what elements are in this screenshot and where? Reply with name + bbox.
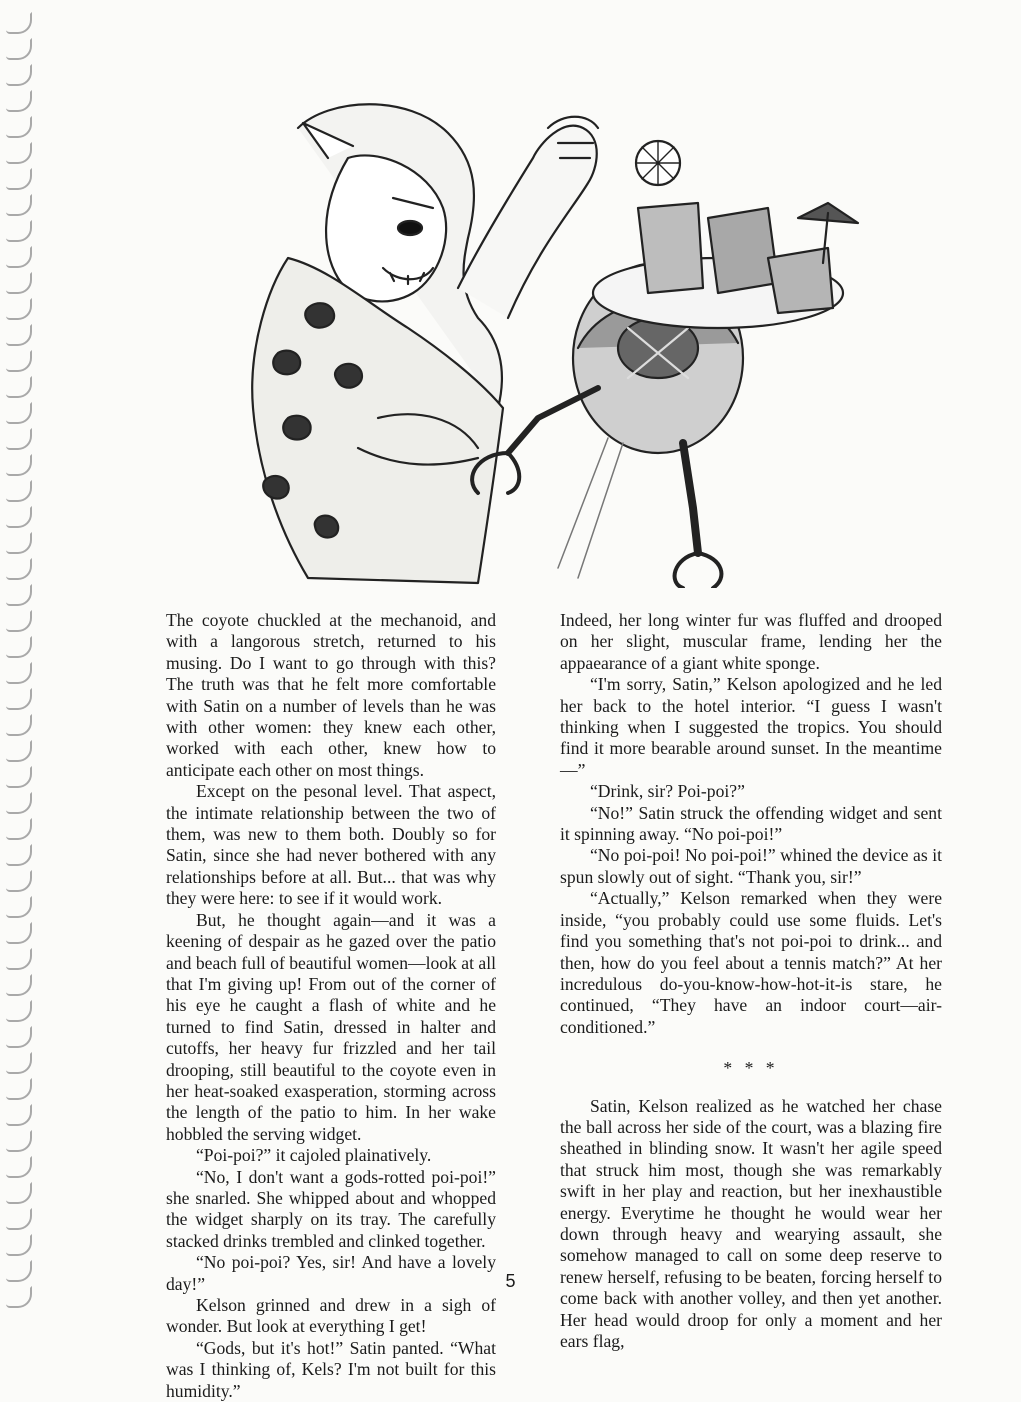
binding-hole-icon xyxy=(6,376,32,398)
binding-hole-icon xyxy=(6,480,32,502)
binding-hole-icon xyxy=(6,610,32,632)
binding-hole-icon xyxy=(6,922,32,944)
binding-hole-icon xyxy=(6,220,32,242)
paragraph: Indeed, her long winter fur was fluffed and drooped on her slight, muscular frame, lending her the appaearance of a giant white sponge. xyxy=(560,610,942,673)
binding-hole-icon xyxy=(6,350,32,372)
binding-hole-icon xyxy=(6,1156,32,1178)
page-number: 5 xyxy=(505,1271,516,1291)
paragraph: “Gods, but it's hot!” Satin panted. “What was I thinking of, Kels? I'm not built for this humidity.” xyxy=(166,1337,496,1401)
binding-hole-icon xyxy=(6,454,32,476)
binding-hole-icon xyxy=(6,246,32,268)
illustration-leopard-and-widget xyxy=(178,88,878,588)
binding-hole-icon xyxy=(6,1052,32,1074)
binding-hole-icon xyxy=(6,194,32,216)
paragraph: “No poi-poi? Yes, sir! And have a lovely day!” xyxy=(166,1252,496,1294)
binding-hole-icon xyxy=(6,1130,32,1152)
binding-hole-icon xyxy=(6,662,32,684)
binding-hole-icon xyxy=(6,974,32,996)
scene-break: * * * xyxy=(723,1058,779,1079)
binding-hole-icon xyxy=(6,1104,32,1126)
binding-hole-icon xyxy=(6,636,32,658)
binding-hole-icon xyxy=(6,38,32,60)
binding-hole-icon xyxy=(6,272,32,294)
binding-hole-icon xyxy=(6,714,32,736)
binding-hole-icon xyxy=(6,740,32,762)
spiral-binding xyxy=(0,0,60,1314)
binding-hole-icon xyxy=(6,558,32,580)
paragraph: “Drink, sir? Poi-poi?” xyxy=(590,781,745,802)
right-text-column xyxy=(560,610,942,1352)
binding-hole-icon xyxy=(6,116,32,138)
binding-hole-icon xyxy=(6,844,32,866)
paragraph: Satin, Kelson realized as he watched her chase the ball across her side of the court, was a blazing fire sheathed in blinding snow. It wasn't her agile speed that struck him most, though she was remarkably swift in her play and reaction, but her inexhaustible energy. Everytime he thought he would wear her down through heavy and wearying assault, she somehow managed to call on some deep reserve to renew herself, refusing to be beaten, forcing herself to come back with another volley, and then yet another. Her head would droop for only a moment and her ears flag, xyxy=(560,1095,942,1351)
paragraph: The coyote chuckled at the mechanoid, and with a langorous stretch, returned to his musing. Do I want to go through with this? The truth was that he felt more comfortable with Satin on a number of levels than he was with other women: they knew each other, worked with each other, knew how to anticipate each other on most things. xyxy=(166,610,496,780)
binding-hole-icon xyxy=(6,766,32,788)
binding-hole-icon xyxy=(6,532,32,554)
binding-hole-icon xyxy=(6,584,32,606)
binding-hole-icon xyxy=(6,792,32,814)
paragraph: But, he thought again—and it was a keening of despair as he gazed over the patio and beach full of beautiful women—look at all that I'm giving up! From out of the corner of his eye he caught a flash of white and he turned to find Satin, dressed in halter and cutoffs, her heavy fur frizzled and her tail drooping, still beautiful to the coyote even in her heat-soaked exasperation, storming across the length of the patio to him. In her wake hobbled the serving widget. xyxy=(166,909,496,1144)
paragraph: “No!” Satin struck the offending widget and sent it spinning away. “No poi-poi!” xyxy=(560,802,942,845)
binding-hole-icon xyxy=(6,298,32,320)
binding-hole-icon xyxy=(6,428,32,450)
paragraph: Except on the pesonal level. That aspect, the intimate relationship between the two of them, was new to them both. Doubly so for Satin, since she had never bothered with any relationships before at all. But... that was why they were here: to see if it would work. xyxy=(166,781,496,909)
binding-hole-icon xyxy=(6,1208,32,1230)
binding-hole-icon xyxy=(6,1182,32,1204)
binding-hole-icon xyxy=(6,64,32,86)
binding-hole-icon xyxy=(6,402,32,424)
paragraph: “No poi-poi! No poi-poi!” whined the device as it spun slowly out of sight. “Thank you, sir!” xyxy=(560,845,942,887)
binding-hole-icon xyxy=(6,1000,32,1022)
binding-hole-icon xyxy=(6,870,32,892)
paragraph: “I'm sorry, Satin,” Kelson apologized and he led her back to the hotel interior. “I guess I wasn't thinking when I suggested the tropics. You should find it more bearable around sunset. In the meantime—” xyxy=(560,674,942,780)
binding-hole-icon xyxy=(6,142,32,164)
binding-hole-icon xyxy=(6,168,32,190)
binding-hole-icon xyxy=(6,948,32,970)
binding-hole-icon xyxy=(6,1026,32,1048)
binding-hole-icon xyxy=(6,1234,32,1256)
paragraph: “No, I don't want a gods-rotted poi-poi!” she snarled. She whipped about and whopped the widget sharply on its tray. The carefully stacked drinks trembled and clinked together. xyxy=(166,1166,496,1251)
binding-hole-icon xyxy=(6,818,32,840)
binding-hole-icon xyxy=(6,1078,32,1100)
binding-hole-icon xyxy=(6,688,32,710)
paragraph: Kelson grinned and drew in a sigh of wonder. But look at everything I get! xyxy=(166,1295,496,1337)
binding-hole-icon xyxy=(6,324,32,346)
binding-hole-icon xyxy=(6,90,32,112)
binding-hole-icon xyxy=(6,506,32,528)
paragraph: “Actually,” Kelson remarked when they were inside, “you probably could use some fluids. Let's find you something that's not poi-poi to drink... and then, how do you feel about a tennis match?” At her incredulous do-you-know-how-hot-it-is stare, he continued, “They have an indoor court—air-conditioned.” xyxy=(560,888,942,1037)
binding-hole-icon xyxy=(6,12,32,34)
binding-hole-icon xyxy=(6,896,32,918)
leopard-figure xyxy=(252,104,598,583)
paragraph: “Poi-poi?” it cajoled plainatively. xyxy=(196,1145,432,1166)
